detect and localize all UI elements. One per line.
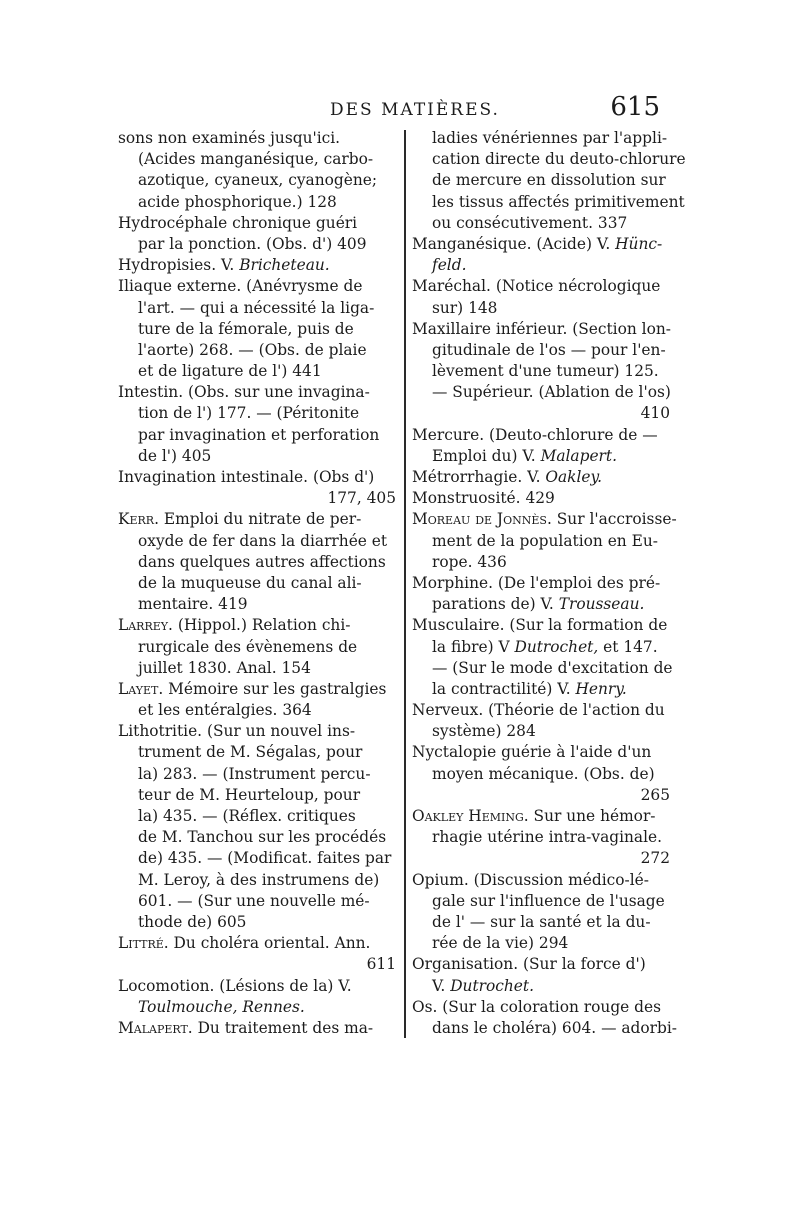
index-text: Invagination intestinale. (Obs d') [118,468,375,486]
index-line [118,594,400,615]
index-text: Morphine. (De l'emploi des pré- [412,573,661,592]
index-text: dans quelques autres affections [138,552,386,571]
index-text: gitudinale de l'os — pour l'en- [432,340,666,359]
reference-name: Toulmouche, Rennes. [138,997,305,1016]
index-line [412,382,674,403]
index-line [118,446,400,467]
index-line [118,997,400,1018]
index-text: la) 435. — (Réflex. critiques [138,807,356,825]
index-line [412,870,674,891]
index-text: Musculaire. (Sur la formation de [412,616,668,635]
index-text: de M. Tanchou sur les procédés [138,828,387,847]
index-line [118,891,400,912]
index-line [412,976,674,997]
index-text: 272 [640,849,670,868]
index-text: 601. — (Sur une nouvelle mé- [138,891,370,910]
index-text: rée de la vie) 294 [432,934,569,953]
index-line [412,403,674,424]
index-line [118,128,400,149]
index-line [412,276,674,297]
index-line [118,764,400,785]
index-text: Emploi du nitrate de per- [158,510,362,529]
index-line [118,382,400,403]
index-line [412,170,674,191]
index-line [412,298,674,319]
index-line [412,488,674,509]
index-line [118,425,400,446]
index-line [118,615,400,636]
index-text: gale sur l'influence de l'usage [432,891,665,910]
index-text: 410 [640,404,670,423]
index-text: Manganésique. (Acide) V. [412,234,616,253]
index-line [118,276,400,297]
index-line [412,912,674,933]
index-line [412,361,674,382]
index-text: rhagie utérine intra-vaginale. [432,828,663,847]
index-line [118,361,400,382]
reference-name: Oakley. [545,468,603,486]
index-text: 265 [640,785,670,804]
index-text: rope. 436 [432,552,507,571]
index-text: de la muqueuse du canal ali- [138,573,362,592]
index-text: oxyde de fer dans la diarrhée et [138,531,388,550]
index-text: la fibre) V [432,637,515,656]
index-text: Sur l'accroisse- [551,510,677,529]
index-line [118,234,400,255]
index-text: — Supérieur. (Ablation de l'os) [432,383,671,402]
index-line [412,128,674,149]
index-line [118,912,400,933]
reference-name: Hünc- [615,234,663,253]
index-text: M. Leroy, à des instrumens de) [138,870,380,889]
index-line [412,891,674,912]
index-text: Métrorrhagie. V. [412,468,546,486]
index-line [412,954,674,975]
index-text: teur de M. Heurteloup, pour [138,785,361,804]
index-text: 177, 405 [327,489,396,508]
index-line [412,531,674,552]
index-text: Nyctalopie guérie à l'aide d'un [412,743,652,762]
index-line [118,954,400,975]
reference-name: Dutrochet. [450,976,534,995]
index-text: Monstruosité. 429 [412,489,555,508]
index-line [118,806,400,827]
column-divider [404,130,406,1038]
index-text: Mémoire sur les gastralgies [163,679,387,698]
author-name: Larrey. [118,616,173,635]
index-text: la contractilité) V. [432,679,576,698]
index-line [412,1018,677,1039]
index-line [412,446,674,467]
index-line [412,594,674,615]
index-line [412,255,674,276]
index-line [412,764,674,785]
index-text: thode de) 605 [138,912,247,931]
index-text: moyen mécanique. (Obs. de) [432,764,655,783]
index-text: Organisation. (Sur la force d') [412,955,646,974]
index-text: ture de la fémorale, puis de [138,319,354,338]
index-line [118,976,400,997]
index-text: — (Sur le mode d'excitation de [432,658,673,677]
index-line [412,700,674,721]
index-text: 611 [366,955,396,974]
index-line [412,509,677,530]
page-number: 615 [610,92,660,122]
index-line [118,170,400,191]
index-line [412,658,674,679]
author-name: Kerr. [118,510,159,529]
index-text: mentaire. 419 [138,595,248,614]
index-text: Nerveux. (Théorie de l'action du [412,701,665,720]
index-text: et 147. [598,637,658,656]
index-line [412,637,674,658]
index-line [118,679,400,700]
index-text: ladies vénériennes par l'appli- [432,129,668,147]
index-line [412,149,686,170]
index-line [118,213,400,234]
index-line [412,425,674,446]
index-line [118,573,400,594]
index-text: de l') 405 [138,446,212,465]
index-line [118,785,400,806]
index-text: Mercure. (Deuto-chlorure de — [412,425,658,444]
author-name: Oakley Heming. [412,807,529,825]
reference-name: Dutrochet, [514,637,599,656]
index-line [412,848,674,869]
reference-name: Malapert. [540,446,617,465]
reference-name: Henry. [575,679,627,698]
index-text: l'aorte) 268. — (Obs. de plaie [138,340,367,359]
index-text: l'art. — qui a nécessité la liga- [138,298,375,317]
index-text: Os. (Sur la coloration rouge des [412,997,662,1016]
index-text: cation directe du deuto-chlorure [432,150,686,169]
index-line [412,234,674,255]
author-name: Littré. [118,934,169,953]
index-text: et de ligature de l') 441 [138,362,322,381]
page-header [150,92,660,132]
index-text: Intestin. (Obs. sur une invagina- [118,383,370,402]
index-line [118,1018,400,1039]
index-line [412,742,674,763]
index-line [118,933,400,954]
index-line [118,340,400,361]
index-line [412,615,674,636]
index-text: tion de l') 177. — (Péritonite [138,404,360,423]
index-column-left [118,128,400,1039]
index-text: dans le choléra) 604. — adorbi- [432,1018,677,1037]
index-text: système) 284 [432,722,536,741]
index-text: par la ponction. (Obs. d') 409 [138,234,367,253]
index-line [412,997,674,1018]
index-column-right [412,128,686,1039]
index-text: de mercure en dissolution sur [432,171,666,190]
index-line [118,552,400,573]
index-line [412,552,674,573]
index-text: Hydrocéphale chronique guéri [118,213,358,232]
index-line [412,806,674,827]
index-text: Iliaque externe. (Anévrysme de [118,277,363,296]
index-text: et les entéralgies. 364 [138,701,312,720]
index-text: sons non examinés jusqu'ici. [118,129,341,147]
index-line [412,679,674,700]
index-text: Locomotion. (Lésions de la) V. [118,976,352,995]
index-text: parations de) V. [432,595,559,614]
index-line [118,192,400,213]
index-text: sur) 148 [432,298,498,317]
index-text: V. [432,976,451,995]
index-text: (Hippol.) Relation chi- [172,616,351,635]
reference-name: feld. [432,256,467,275]
index-text: lèvement d'une tumeur) 125. [432,362,659,381]
index-text: ou consécutivement. 337 [432,213,628,232]
index-line [412,933,674,954]
index-line [118,403,400,424]
index-line [118,319,400,340]
index-line [412,192,685,213]
index-line [412,213,674,234]
index-text: de) 435. — (Modificat. faites par [138,849,392,868]
index-text: la) 283. — (Instrument percu- [138,764,371,783]
index-line [412,340,674,361]
index-text: Du traitement des ma- [192,1018,374,1037]
index-line [118,658,400,679]
index-text: Lithotritie. (Sur un nouvel ins- [118,722,356,741]
index-line [118,531,400,552]
index-line [118,488,400,509]
index-line [118,467,400,488]
index-text: Hydropisies. V. [118,256,240,275]
index-text: juillet 1830. Anal. 154 [138,658,311,677]
index-line [118,827,400,848]
index-text: Maréchal. (Notice nécrologique [412,277,661,296]
reference-name: Bricheteau. [239,256,330,275]
index-text: acide phosphorique.) 128 [138,192,337,211]
index-text: trument de M. Ségalas, pour [138,743,363,762]
index-text: par invagination et perforation [138,425,380,444]
index-line [118,255,400,276]
index-line [412,827,674,848]
index-line [118,509,400,530]
index-line [118,721,400,742]
index-text: (Acides manganésique, carbo- [138,150,374,169]
index-line [118,637,400,658]
index-text: azotique, cyaneux, cyanogène; [138,171,378,190]
index-line [412,785,674,806]
author-name: Layet. [118,679,164,698]
index-line [118,870,400,891]
index-line [118,149,400,170]
index-text: Opium. (Discussion médico-lé- [412,870,649,889]
index-line [118,742,400,763]
index-line [412,319,674,340]
index-text: rurgicale des évènemens de [138,637,358,656]
index-text: ment de la population en Eu- [432,531,658,550]
running-title: DES MATIÈRES. [330,100,500,120]
index-line [412,721,674,742]
index-line [118,700,400,721]
index-text: les tissus affectés primitivement [432,192,685,211]
index-text: de l' — sur la santé et la du- [432,912,651,931]
index-line [118,298,400,319]
index-line [412,467,674,488]
author-name: Malapert. [118,1018,193,1037]
index-text: Maxillaire inférieur. (Section lon- [412,319,671,338]
author-name: Moreau de Jonnès. [412,510,552,529]
reference-name: Trousseau. [558,595,645,614]
index-line [118,848,400,869]
index-text: Emploi du) V. [432,446,541,465]
index-text: Du choléra oriental. Ann. [168,934,371,953]
index-line [412,573,674,594]
index-text: Sur une hémor- [528,807,656,825]
